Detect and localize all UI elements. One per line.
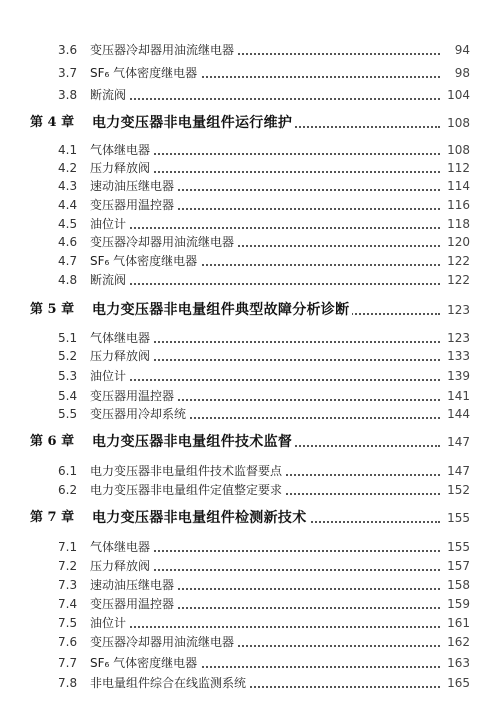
section-title: 变压器冷却器用油流继电器 — [90, 40, 237, 60]
dot-leader — [90, 379, 440, 381]
chapter-title: 电力变压器非电量组件运行维护 — [92, 113, 295, 133]
toc-row[interactable] — [0, 40, 500, 60]
page-number: 94 — [452, 40, 470, 60]
toc-row[interactable] — [0, 386, 500, 406]
section-number: 6.1 — [58, 464, 78, 478]
chapter-title: 电力变压器非电量组件典型故障分析诊断 — [92, 300, 352, 320]
chapter-number: 第 4 章 — [30, 115, 75, 130]
dot-leader — [90, 283, 440, 285]
page-number: 155 — [444, 508, 470, 528]
section-title: 压力释放阀 — [90, 346, 153, 366]
section-number: 5.3 — [58, 369, 78, 383]
page-number: 152 — [444, 480, 470, 500]
section-number: 5.2 — [58, 349, 78, 363]
section-title: 变压器用温控器 — [90, 195, 177, 215]
section-title: 油位计 — [90, 214, 129, 234]
page-number: 123 — [444, 300, 470, 320]
page-number: 158 — [444, 575, 470, 595]
page-number: 114 — [444, 176, 470, 196]
page-number: 122 — [444, 270, 470, 290]
page-number: 112 — [444, 158, 470, 178]
section-title: 油位计 — [90, 366, 129, 386]
page-number: 122 — [444, 251, 470, 271]
section-number: 7.7 — [58, 656, 78, 670]
section-title: SF₆ 气体密度继电器 — [90, 63, 200, 83]
section-title: 变压器用温控器 — [90, 386, 177, 406]
section-number: 7.1 — [58, 540, 78, 554]
page-number: 133 — [444, 346, 470, 366]
chapter-title: 电力变压器非电量组件检测新技术 — [92, 508, 310, 528]
toc-row[interactable] — [0, 85, 500, 105]
toc-row[interactable] — [0, 63, 500, 83]
toc-row[interactable] — [0, 480, 500, 500]
section-number: 3.8 — [58, 88, 78, 102]
section-title: 变压器冷却器用油流继电器 — [90, 632, 237, 652]
section-number: 7.4 — [58, 597, 78, 611]
section-number: 6.2 — [58, 483, 78, 497]
page-number: 162 — [444, 632, 470, 652]
section-number: 4.1 — [58, 143, 78, 157]
section-title: 电力变压器非电量组件技术监督要点 — [90, 461, 285, 481]
section-number: 7.8 — [58, 676, 78, 690]
page-number: 159 — [444, 594, 470, 614]
section-number: 5.5 — [58, 407, 78, 421]
section-number: 3.7 — [58, 66, 78, 80]
toc-row[interactable] — [0, 594, 500, 614]
section-number: 5.1 — [58, 331, 78, 345]
chapter-number: 第 6 章 — [30, 434, 75, 449]
page-number: 144 — [444, 404, 470, 424]
toc-row[interactable] — [0, 346, 500, 366]
page-number: 147 — [444, 461, 470, 481]
toc-row[interactable] — [0, 270, 500, 290]
section-number: 4.5 — [58, 217, 78, 231]
toc-row[interactable] — [0, 251, 500, 271]
page-number: 116 — [444, 195, 470, 215]
toc-row[interactable] — [0, 366, 500, 386]
toc-row[interactable] — [0, 575, 500, 595]
page-number: 98 — [452, 63, 470, 83]
section-number: 4.8 — [58, 273, 78, 287]
toc-chapter-row[interactable] — [0, 508, 500, 528]
section-title: 速动油压继电器 — [90, 176, 177, 196]
page-number: 157 — [444, 556, 470, 576]
toc-row[interactable] — [0, 214, 500, 234]
toc-row[interactable] — [0, 140, 500, 160]
section-title: SF₆ 气体密度继电器 — [90, 251, 200, 271]
section-title: 气体继电器 — [90, 140, 153, 160]
page-number: 139 — [444, 366, 470, 386]
dot-leader — [90, 98, 440, 100]
page-number: 161 — [444, 613, 470, 633]
section-number: 7.6 — [58, 635, 78, 649]
section-number: 4.6 — [58, 235, 78, 249]
page-number: 141 — [444, 386, 470, 406]
toc-row[interactable] — [0, 537, 500, 557]
toc-row[interactable] — [0, 404, 500, 424]
section-title: 断流阀 — [90, 85, 129, 105]
dot-leader — [90, 626, 440, 628]
page-number: 147 — [444, 432, 470, 452]
page-number: 155 — [444, 537, 470, 557]
toc-row[interactable] — [0, 632, 500, 652]
section-title: 油位计 — [90, 613, 129, 633]
section-number: 3.6 — [58, 43, 78, 57]
section-title: 速动油压继电器 — [90, 575, 177, 595]
toc-row[interactable] — [0, 461, 500, 481]
section-title: 断流阀 — [90, 270, 129, 290]
dot-leader — [90, 227, 440, 229]
toc-chapter-row[interactable] — [0, 113, 500, 133]
page-number: 108 — [444, 113, 470, 133]
section-number: 7.2 — [58, 559, 78, 573]
page-number: 108 — [444, 140, 470, 160]
toc-row[interactable] — [0, 195, 500, 215]
page-number: 165 — [444, 673, 470, 693]
toc-row[interactable] — [0, 176, 500, 196]
section-number: 7.3 — [58, 578, 78, 592]
section-title: SF₆ 气体密度继电器 — [90, 653, 200, 673]
section-title: 变压器冷却器用油流继电器 — [90, 232, 237, 252]
section-title: 气体继电器 — [90, 328, 153, 348]
section-number: 4.7 — [58, 254, 78, 268]
page-number: 104 — [444, 85, 470, 105]
section-title: 变压器用冷却系统 — [90, 404, 189, 424]
section-number: 7.5 — [58, 616, 78, 630]
toc-row[interactable] — [0, 232, 500, 252]
chapter-number: 第 7 章 — [30, 510, 75, 525]
section-number: 5.4 — [58, 389, 78, 403]
page-number: 120 — [444, 232, 470, 252]
section-title: 变压器用温控器 — [90, 594, 177, 614]
page-number: 123 — [444, 328, 470, 348]
toc-row[interactable] — [0, 556, 500, 576]
toc-row[interactable] — [0, 613, 500, 633]
toc-row[interactable] — [0, 328, 500, 348]
toc-row[interactable] — [0, 158, 500, 178]
toc-row[interactable] — [0, 673, 500, 693]
section-title: 气体继电器 — [90, 537, 153, 557]
section-number: 4.4 — [58, 198, 78, 212]
section-title: 压力释放阀 — [90, 158, 153, 178]
section-number: 4.2 — [58, 161, 78, 175]
page-number: 163 — [444, 653, 470, 673]
section-title: 压力释放阀 — [90, 556, 153, 576]
page-number: 118 — [444, 214, 470, 234]
toc-chapter-row[interactable] — [0, 432, 500, 452]
section-title: 电力变压器非电量组件定值整定要求 — [90, 480, 285, 500]
toc-row[interactable] — [0, 653, 500, 673]
section-title: 非电量组件综合在线监测系统 — [90, 673, 249, 693]
section-number: 4.3 — [58, 179, 78, 193]
chapter-number: 第 5 章 — [30, 302, 75, 317]
toc-chapter-row[interactable] — [0, 300, 500, 320]
chapter-title: 电力变压器非电量组件技术监督 — [92, 432, 295, 452]
